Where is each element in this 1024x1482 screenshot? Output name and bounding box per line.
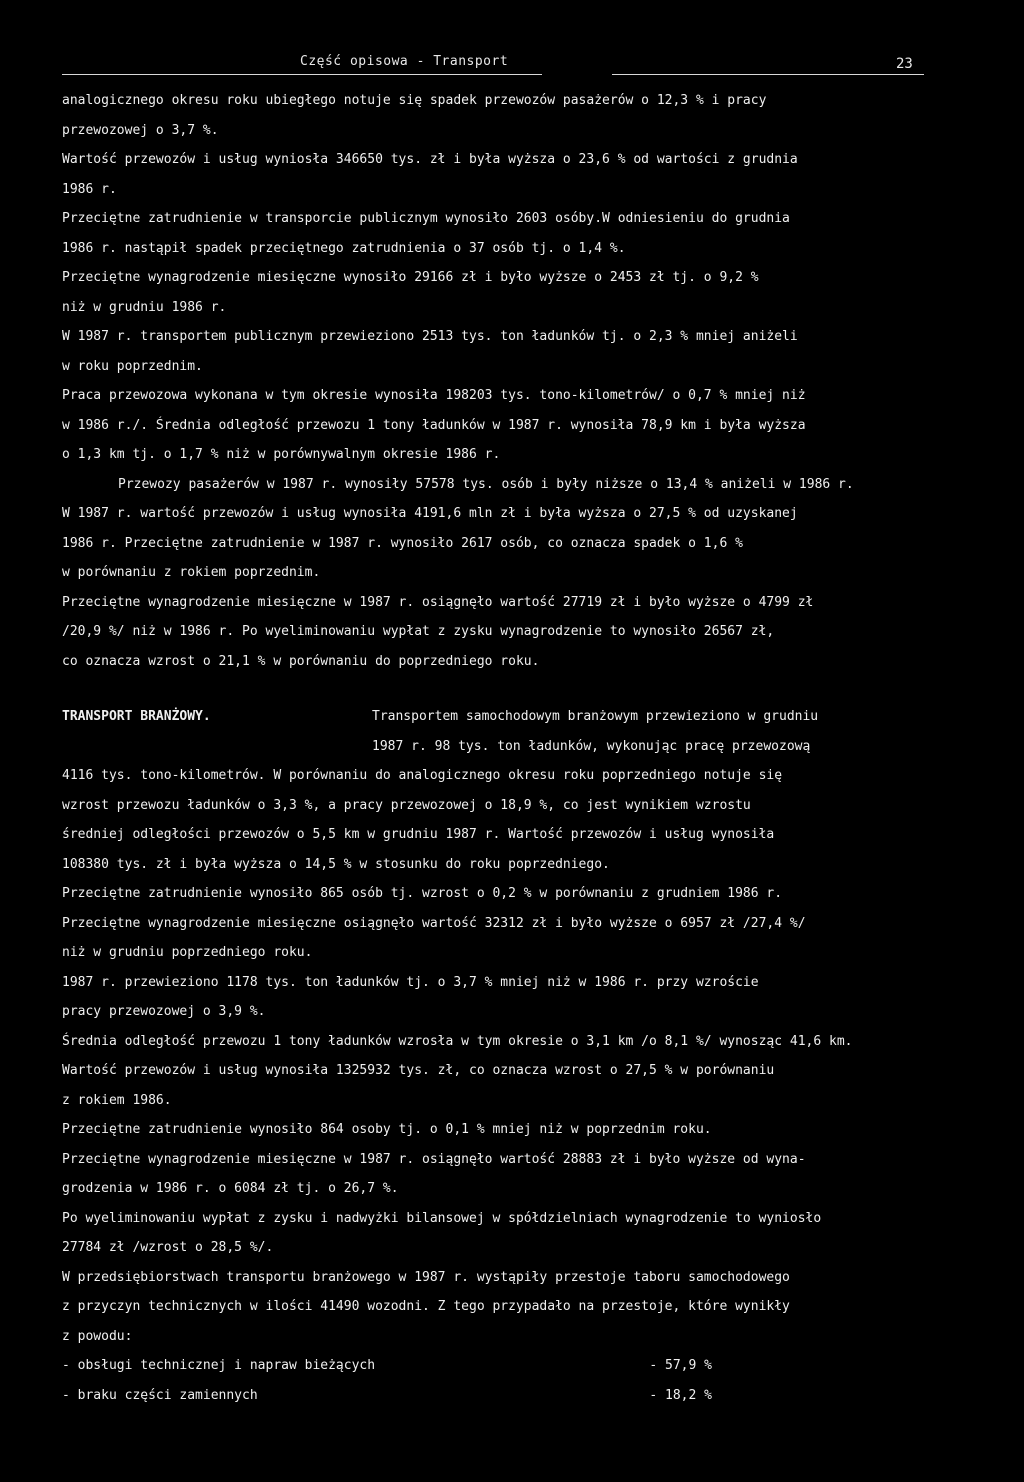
text-line: niż w grudniu 1986 r. [62,299,227,315]
text-line: Przeciętne zatrudnienie wynosiło 865 osób tj. wzrost o 0,2 % w porównaniu z grudniem 1986 r. [62,886,783,901]
page-number: 23 [896,56,913,72]
text-line: średniej odległości przewozów o 5,5 km w grudniu 1987 r. Wartość przewozów i usług wynosiła [62,827,775,842]
text-line: przewozowej o 3,7 %. [62,122,219,138]
text-line: Przeciętne zatrudnienie wynosiło 864 osoby tj. o 0,1 % mniej niż w poprzednim roku. [62,1122,712,1137]
text-line: 4116 tys. tono-kilometrów. W porównaniu do analogicznego okresu roku poprzedniego notuje się [62,768,783,783]
page-header [0,52,1024,76]
text-line: W przedsiębiorstwach transportu branżowego w 1987 r. wystąpiły przestoje taboru samochodowego [62,1269,790,1285]
text-line: niż w grudniu poprzedniego roku. [62,945,313,960]
text-line: Wartość przewozów i usług wynosiła 1325932 tys. zł, co oznacza wzrost o 27,5 % w porównaniu [62,1063,775,1078]
text-line: 1986 r. Przeciętne zatrudnienie w 1987 r. wynosiło 2617 osób, co oznacza spadek o 1,6 % [62,535,743,551]
text-line: Przeciętne wynagrodzenie miesięczne w 1987 r. osiągnęło wartość 28883 zł i było wyższe od wyna- [62,1151,806,1167]
text-line: o 1,3 km tj. o 1,7 % niż w porównywalnym okresie 1986 r. [62,447,501,462]
text-line: Transportem samochodowym branżowym przewieziono w grudniu [372,709,819,724]
list-item-text: - braku części zamiennych [62,1387,258,1403]
list-item [62,1381,962,1411]
text-line: w 1986 r./. Średnia odległość przewozu 1 tony ładunków w 1987 r. wynosiła 78,9 km i była wyższa [62,417,806,433]
text-line: grodzenia w 1986 r. o 6084 zł tj. o 26,7 %. [62,1181,399,1196]
document-body [62,86,962,1410]
text-line: Przeciętne wynagrodzenie miesięczne w 1987 r. osiągnęło wartość 27719 zł i było wyższe o 4799 zł [62,594,814,610]
text-line: w porównaniu z rokiem poprzednim. [62,565,321,580]
list-item-text: - obsługi technicznej i napraw bieżących [62,1358,376,1373]
text-line: z rokiem 1986. [62,1092,172,1108]
text-line: Przeciętne zatrudnienie w transporcie publicznym wynosiło 2603 osóby.W odniesieniu do grudnia [62,211,790,226]
list-item [62,1351,962,1381]
list-item-value: - 57,9 % [649,1358,712,1373]
text-line: pracy przewozowej o 3,9 %. [62,1004,266,1019]
text-line: 1986 r. nastąpił spadek przeciętnego zatrudnienia o 37 osób tj. o 1,4 %. [62,240,626,256]
text-line: 108380 tys. zł i była wyższa o 14,5 % w stosunku do roku poprzedniego. [62,856,610,872]
list-item-value: - 18,2 % [649,1387,712,1403]
section-heading-row [62,702,962,732]
text-line: 27784 zł /wzrost o 28,5 %/. [62,1240,274,1255]
page-header-title: Część opisowa - Transport [300,54,509,69]
section-heading: TRANSPORT BRANŻOWY. [62,709,211,724]
text-line: 1987 r. przewieziono 1178 tys. ton ładunków tj. o 3,7 % mniej niż w 1986 r. przy wzroście [62,974,759,990]
text-line: Przeciętne wynagrodzenie miesięczne wynosiło 29166 zł i było wyższe o 2453 zł tj. o 9,2 % [62,270,759,285]
text-line: z powodu: [62,1328,133,1344]
text-line: /20,9 %/ niż w 1986 r. Po wyeliminowaniu wypłat z zysku wynagrodzenie to wynosiło 26567 zł, [62,624,775,639]
text-line: w roku poprzednim. [62,358,203,374]
header-rule-right [612,74,924,75]
header-rule-left [62,74,542,75]
text-line: wzrost przewozu ładunków o 3,3 %, a pracy przewozowej o 18,9 %, co jest wynikiem wzrostu [62,797,751,813]
text-line: analogicznego okresu roku ubiegłego notuje się spadek przewozów pasażerów o 12,3 % i pracy [62,93,767,108]
text-line: 1986 r. [62,181,117,197]
spacer [62,676,962,702]
text-line: W 1987 r. transportem publicznym przewieziono 2513 tys. ton ładunków tj. o 2,3 % mniej aniżeli [62,329,798,344]
text-line: Wartość przewozów i usług wyniosła 346650 tys. zł i była wyższa o 23,6 % od wartości z grudnia [62,152,798,167]
text-line: Praca przewozowa wykonana w tym okresie wynosiła 198203 tys. tono-kilometrów/ o 0,7 % mniej niż [62,388,806,403]
text-line: W 1987 r. wartość przewozów i usług wynosiła 4191,6 mln zł i była wyższa o 27,5 % od uzyskanej [62,506,798,521]
text-line: 1987 r. 98 tys. ton ładunków, wykonując pracę przewozową [372,738,811,754]
text-line: Przeciętne wynagrodzenie miesięczne osiągnęło wartość 32312 zł i było wyższe o 6957 zł /27,4 %/ [62,915,806,931]
text-line: z przyczyn technicznych w ilości 41490 wozodni. Z tego przypadało na przestoje, które wynikły [62,1299,790,1314]
text-line: co oznacza wzrost o 21,1 % w porównaniu do poprzedniego roku. [62,653,540,669]
text-line: Średnia odległość przewozu 1 tony ładunków wzrosła w tym okresie o 3,1 km /o 8,1 %/ wynosząc 41,6 km. [62,1033,853,1049]
text-line: Przewozy pasażerów w 1987 r. wynosiły 57578 tys. osób i były niższe o 13,4 % aniżeli w 1986 r. [118,476,854,492]
text-line: Po wyeliminowaniu wypłat z zysku i nadwyżki bilansowej w spółdzielniach wynagrodzenie to wyniosło [62,1210,822,1226]
